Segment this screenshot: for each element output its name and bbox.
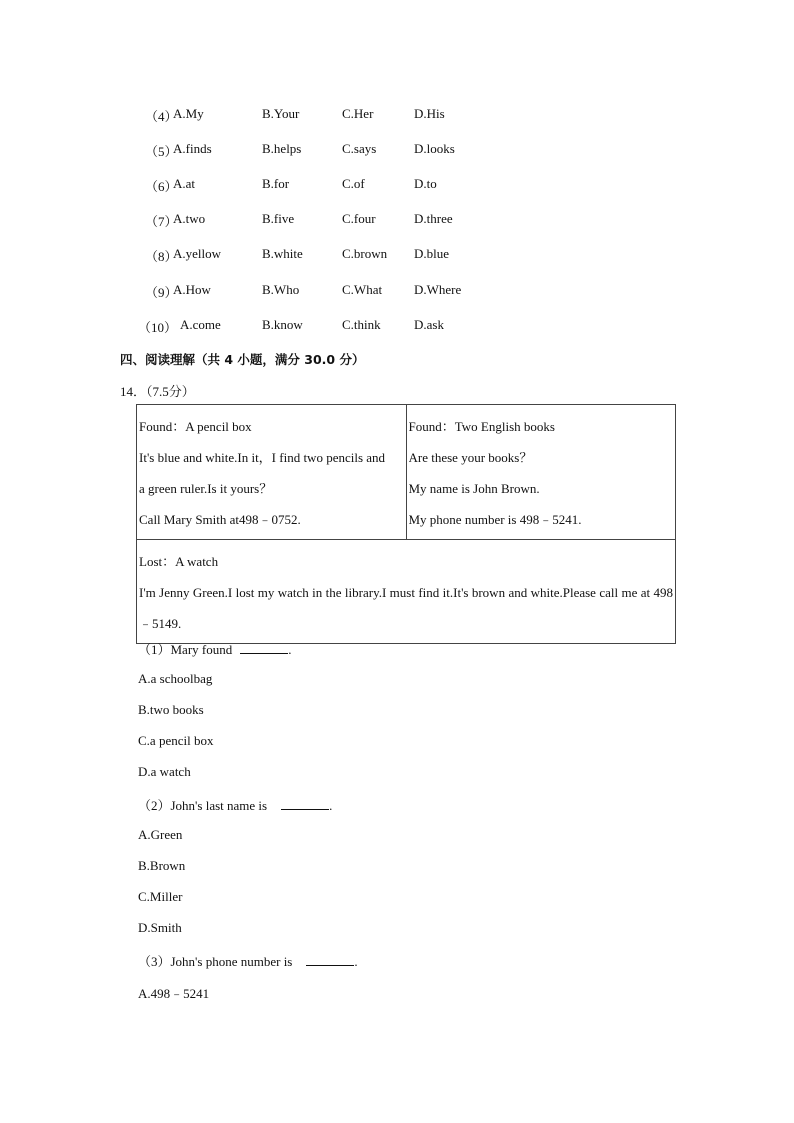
option-b: B.Your: [262, 106, 300, 121]
notice-body: I'm Jenny Green.I lost my watch in the library.I must find it.It's brown and white.Please call me at 498﹣5149.: [139, 585, 673, 631]
option-c: C.brown: [342, 246, 388, 261]
option-a: A.finds: [173, 141, 212, 156]
found-pencil-box-notice: [137, 405, 407, 540]
lost-watch-notice: [137, 540, 676, 644]
option-d: D.ask: [414, 317, 444, 332]
question-stem-text: （1）Mary found: [138, 642, 233, 657]
answer-blank: [240, 641, 288, 654]
option-row: [0, 246, 794, 266]
question-label: 14．（7.5分）: [120, 384, 195, 399]
choice: D.a watch: [138, 764, 191, 779]
choice: B.Brown: [138, 858, 186, 873]
option-row: [0, 141, 794, 161]
option-b: B.know: [262, 317, 303, 332]
choice: A.Green: [138, 827, 183, 842]
option-b: B.helps: [262, 141, 302, 156]
notice-line: Are these your books？: [408, 450, 533, 465]
question-stem-text: （3）John's phone number is: [138, 954, 293, 969]
option-row: [0, 317, 794, 337]
option-b: B.for: [262, 176, 290, 191]
option-d: D.His: [414, 106, 445, 121]
notices-table: [136, 404, 676, 644]
option-a: A.How: [173, 282, 211, 297]
answer-blank: [306, 953, 354, 966]
lost-row: [137, 540, 676, 644]
answer-blank: [281, 797, 329, 810]
question-stem: （2）John's last name is .: [138, 798, 333, 813]
option-d: D.looks: [414, 141, 455, 156]
option-row: [0, 106, 794, 126]
option-number: （7）: [145, 214, 178, 229]
section-heading: 四、阅读理解（共 4 小题，满分 30.0 分）: [120, 352, 365, 367]
question-stem: （3）John's phone number is .: [138, 954, 358, 969]
option-number: （5）: [145, 144, 178, 159]
found-row: [137, 405, 676, 540]
choice: C.Miller: [138, 889, 183, 904]
option-number: （8）: [145, 249, 178, 264]
option-d: D.three: [414, 211, 453, 226]
option-c: C.think: [342, 317, 381, 332]
notice-line: It's blue and white.In it，I find two pencils and: [139, 450, 386, 465]
option-b: B.five: [262, 211, 295, 226]
choice: B.two books: [138, 702, 204, 717]
choice: D.Smith: [138, 920, 182, 935]
option-number: （10）: [138, 320, 178, 335]
found-books-notice: [406, 405, 676, 540]
option-row: [0, 282, 794, 302]
choice: C.a pencil box: [138, 733, 214, 748]
option-a: A.My: [173, 106, 204, 121]
notice-title: Found：A pencil box: [139, 419, 252, 434]
option-c: C.four: [342, 211, 376, 226]
option-a: A.two: [173, 211, 206, 226]
notice-line: Call Mary Smith at498﹣0752.: [139, 512, 301, 527]
option-a: A.yellow: [173, 246, 222, 261]
notice-title: Lost：A watch: [139, 554, 219, 569]
question-stem-text: （2）John's last name is: [138, 798, 268, 813]
option-c: C.Her: [342, 106, 374, 121]
option-row: [0, 211, 794, 231]
option-d: D.blue: [414, 246, 450, 261]
option-b: B.white: [262, 246, 303, 261]
notice-title: Found：Two English books: [408, 419, 555, 434]
question-stem: （1）Mary found .: [138, 642, 292, 657]
option-row: [0, 176, 794, 196]
option-d: D.to: [414, 176, 437, 191]
option-a: A.at: [173, 176, 196, 191]
option-d: D.Where: [414, 282, 462, 297]
option-c: C.says: [342, 141, 377, 156]
option-number: （9）: [145, 285, 178, 300]
choice: A.a schoolbag: [138, 671, 213, 686]
option-a: A.come: [180, 317, 221, 332]
notice-line: My name is John Brown.: [408, 481, 540, 496]
option-c: C.of: [342, 176, 365, 191]
choice: A.498﹣5241: [138, 986, 210, 1001]
option-number: （6）: [145, 179, 178, 194]
notice-line: My phone number is 498﹣5241.: [408, 512, 582, 527]
option-c: C.What: [342, 282, 383, 297]
option-number: （4）: [145, 109, 178, 124]
option-b: B.Who: [262, 282, 300, 297]
notice-line: a green ruler.Is it yours？: [139, 481, 273, 496]
